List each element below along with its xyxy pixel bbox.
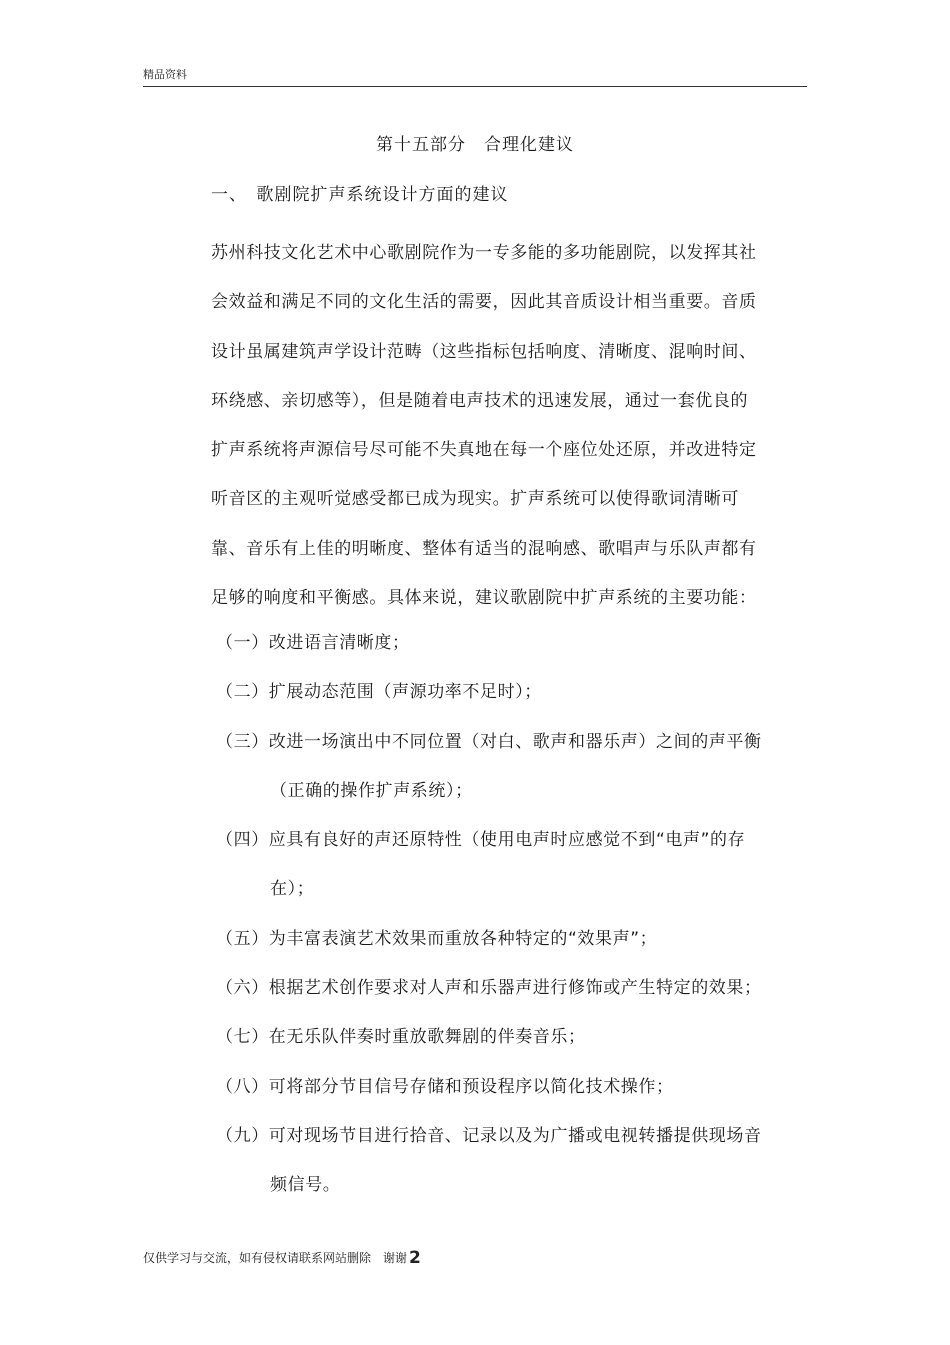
list-item: （二）扩展动态范围（声源功率不足时）； [216,682,542,703]
list-item-continuation: 在）； [270,879,315,900]
body-line: 扩声系统将声源信号尽可能不失真地在每一个座位处还原，并改进特定 [211,440,757,461]
body-line: 足够的响度和平衡感。具体来说，建议歌剧院中扩声系统的主要功能： [211,588,757,609]
list-item-continuation: 频信号。 [270,1175,341,1196]
body-paragraph [211,229,771,623]
list-item: （三）改进一场演出中不同位置（对白、歌声和器乐声）之间的声平衡 [216,731,762,752]
list-item-continuation: （正确的操作扩声系统）； [270,780,473,801]
page-title: 第十五部分 合理化建议 [376,135,574,155]
list-item: （一）改进语言清晰度； [216,633,410,653]
header-divider [143,86,807,87]
body-line: 会效益和满足不同的文化生活的需要，因此其音质设计相当重要。音质 [211,292,757,313]
page-number: 2 [409,1248,421,1268]
list-item: （七）在无乐队伴奏时重放歌舞剧的伴奏音乐； [216,1027,586,1048]
list-item: （六）根据艺术创作要求对人声和乐器声进行修饰或产生特定的效果； [216,978,762,999]
list-item: （八）可将部分节目信号存储和预设程序以简化技术操作； [216,1076,674,1097]
body-line: 苏州科技文化艺术中心歌剧院作为一专多能的多功能剧院，以发挥其社 [211,243,757,263]
header-label: 精品资料 [143,68,187,81]
list-item: （四）应具有良好的声还原特性（使用电声时应感觉不到“电声”的存 [216,830,746,851]
body-line: 听音区的主观听觉感受都已成为现实。扩声系统可以使得歌词清晰可 [211,489,739,510]
body-line: 靠、音乐有上佳的明晰度、整体有适当的混响感、歌唱声与乐队声都有 [211,538,757,559]
list-item: （五）为丰富表演艺术效果而重放各种特定的“效果声”； [216,928,658,949]
section-heading: 一、 歌剧院扩声系统设计方面的建议 [211,185,509,205]
footer-text: 仅供学习与交流，如有侵权请联系网站删除 谢谢 [143,1251,408,1265]
function-list [216,619,776,1211]
list-item: （九）可对现场节目进行拾音、记录以及为广播或电视转播提供现场音 [216,1125,762,1146]
footer [143,1248,421,1268]
body-line: 环绕感、亲切感等），但是随着电声技术的迅速发展，通过一套优良的 [211,390,749,411]
body-line: 设计虽属建筑声学设计范畴（这些指标包括响度、清晰度、混响时间、 [211,341,757,362]
